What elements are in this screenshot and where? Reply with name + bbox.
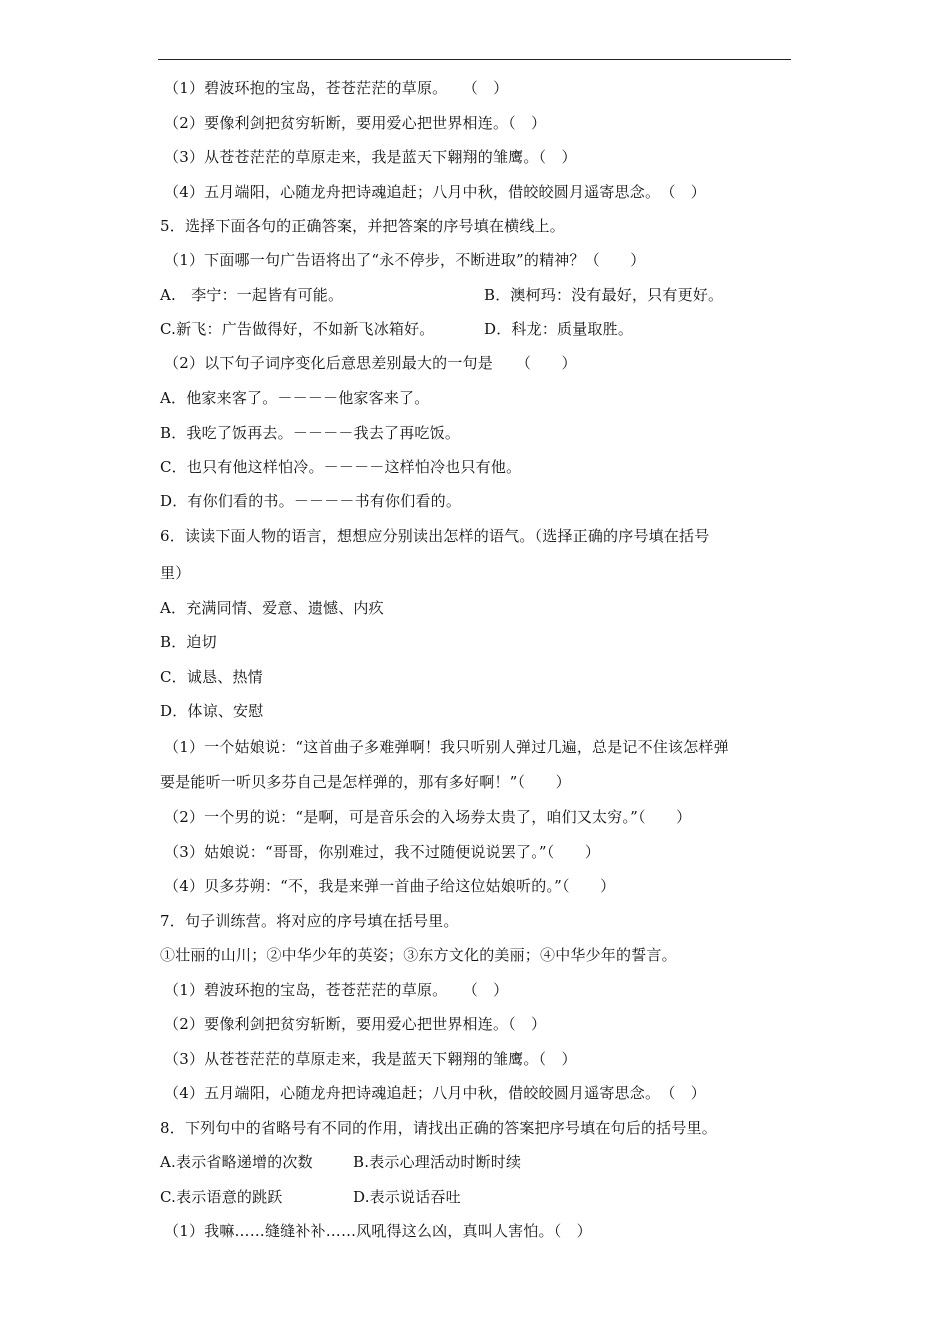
header-rule [158,59,791,60]
q8-option-d: D.表示说话吞吐 [353,1188,461,1206]
q5-sub2-option: B．我吃了饭再去。－－－－我去了再吃饭。 [160,424,461,442]
q6-item-3: （3）姑娘说：“哥哥，你别难过，我不过随便说说罢了。”（ ） [164,843,601,861]
q5-sub2-option: A．他家来客了。－－－－他家客来了。 [160,389,430,407]
q8-item-1: （1）我嘛……缝缝补补……风吼得这么凶，真叫人害怕。（ ） [164,1222,592,1240]
q5-sub1: （1）下面哪一句广告语将出了“永不停步，不断进取”的精神？（ ） [164,251,646,269]
q6-title-cont: 里） [160,564,191,582]
q5-sub2-option: C．也只有他这样怕冷。－－－－这样怕冷也只有他。 [160,458,522,476]
q6-item-2: （2）一个男的说：“是啊，可是音乐会的入场券太贵了，咱们又太穷。”（ ） [164,808,692,826]
q6-item-4: （4）贝多芬朔：“不，我是来弹一首曲子给这位姑娘听的。”（ ） [164,877,616,895]
q7-item-3: （3）从苍苍茫茫的草原走来，我是蓝天下翱翔的雏鹰。（ ） [164,1050,577,1068]
q7-item-4: （4）五月端阳，心随龙舟把诗魂追赶；八月中秋，借皎皎圆月遥寄思念。 （ ） [164,1084,706,1102]
q6-item-1: （1）一个姑娘说：“这首曲子多难弹啊！我只听别人弹过几遍，总是记不住该怎样弹 [164,738,729,756]
q5-option-d: D．科龙：质量取胜。 [484,320,634,338]
q6-item-1-cont: 要是能听一听贝多芬自己是怎样弹的，那有多好啊！”（ ） [160,773,571,791]
q4-item-4: （4）五月端阳，心随龙舟把诗魂追赶；八月中秋，借皎皎圆月遥寄思念。 （ ） [164,183,706,201]
q5-sub2: （2）以下句子词序变化后意思差别最大的一句是 （ ） [164,354,577,372]
q5-option-b: B．澳柯玛：没有最好，只有更好。 [484,286,724,304]
q4-item-3: （3）从苍苍茫茫的草原走来，我是蓝天下翱翔的雏鹰。（ ） [164,148,577,166]
q5-title: 5．选择下面各句的正确答案，并把答案的序号填在横线上。 [160,217,565,235]
q7-title: 7．句子训练营。将对应的序号填在括号里。 [160,912,459,930]
q4-item-1: （1）碧波环抱的宝岛，苍苍茫茫的草原。 （ ） [164,79,509,97]
q8-option-a: A.表示省略递增的次数 [160,1153,313,1171]
q8-option-c: C.表示语意的跳跃 [160,1188,283,1206]
q4-item-2: （2）要像利剑把贫穷斩断，要用爱心把世界相连。（ ） [164,114,547,132]
q7-item-1: （1）碧波环抱的宝岛，苍苍茫茫的草原。 （ ） [164,981,509,999]
q6-option: C．诚恳、热情 [160,668,263,686]
q5-option-c: C.新飞：广告做得好，不如新飞冰箱好。 [160,320,435,338]
q7-item-2: （2）要像利剑把贫穷斩断，要用爱心把世界相连。（ ） [164,1015,547,1033]
q8-option-b: B.表示心理活动时断时续 [353,1153,522,1171]
q6-option: A．充满同情、爱意、遗憾、内疚 [160,599,384,617]
q5-sub2-option: D．有你们看的书。－－－－书有你们看的。 [160,492,462,510]
q8-title: 8．下列句中的省略号有不同的作用，请找出正确的答案把序号填在句后的括号里。 [160,1119,717,1137]
q6-option: D．体谅、安慰 [160,702,264,720]
q7-choices: ①壮丽的山川；②中华少年的英姿；③东方文化的美丽；④中华少年的誓言。 [160,946,677,964]
q5-option-a: A. 李宁：一起皆有可能。 [160,286,344,304]
q6-option: B．迫切 [160,633,217,651]
q6-title: 6．读读下面人物的语言，想想应分别读出怎样的语气。（选择正确的序号填在括号 [160,527,710,545]
